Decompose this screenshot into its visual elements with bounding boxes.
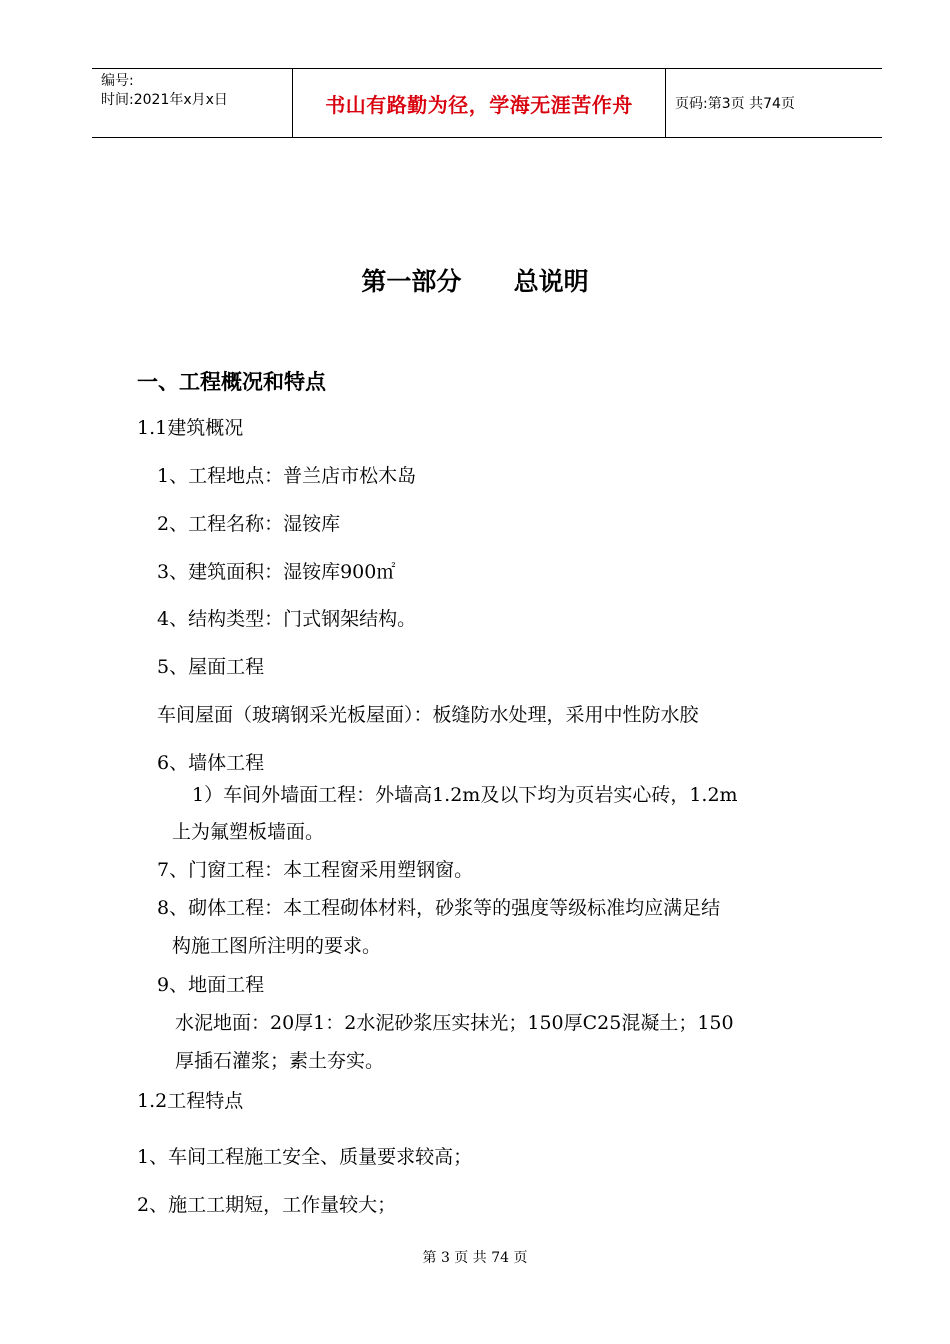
section-heading: 一、工程概况和特点 bbox=[137, 370, 326, 394]
page-footer: 第 3 页 共 74 页 bbox=[422, 1250, 528, 1266]
item-wall: 6、墙体工程 bbox=[157, 752, 265, 774]
item-floor-detail-2: 厚插石灌浆；素土夯实。 bbox=[175, 1050, 385, 1072]
page-header bbox=[92, 68, 882, 138]
item-masonry-2: 构施工图所注明的要求。 bbox=[172, 935, 382, 957]
feature-1: 1、车间工程施工安全、质量要求较高； bbox=[137, 1146, 473, 1168]
item-floor: 9、地面工程 bbox=[157, 974, 265, 996]
header-motto: 书山有路勤为径，学海无涯苦作舟 bbox=[325, 93, 633, 117]
time-label: 时间:2021年x月x日 bbox=[101, 92, 228, 108]
subsection-1-1: 1.1建筑概况 bbox=[137, 417, 244, 439]
item-structure: 4、结构类型：门式钢架结构。 bbox=[157, 608, 417, 630]
item-masonry-1: 8、砌体工程：本工程砌体材料，砂浆等的强度等级标准均应满足结 bbox=[157, 897, 721, 919]
header-page-cell bbox=[665, 69, 882, 137]
document-title: 第一部分 总说明 bbox=[361, 267, 589, 296]
item-name: 2、工程名称：湿铵库 bbox=[157, 513, 341, 535]
header-page-info: 页码:第3页 共74页 bbox=[675, 96, 795, 112]
item-wall-detail-1: 1）车间外墙面工程：外墙高1.2m及以下均为页岩实心砖，1.2m bbox=[192, 784, 738, 806]
subsection-1-2: 1.2工程特点 bbox=[137, 1090, 244, 1112]
item-roof: 5、屋面工程 bbox=[157, 656, 265, 678]
item-roof-detail: 车间屋面（玻璃钢采光板屋面）：板缝防水处理，采用中性防水胶 bbox=[157, 704, 699, 726]
item-floor-detail-1: 水泥地面：20厚1：2水泥砂浆压实抹光；150厚C25混凝土；150 bbox=[175, 1012, 734, 1034]
item-wall-detail-2: 上为氟塑板墙面。 bbox=[172, 821, 325, 843]
header-meta-cell bbox=[92, 69, 292, 137]
item-doors-windows: 7、门窗工程：本工程窗采用塑钢窗。 bbox=[157, 859, 474, 881]
header-motto-cell bbox=[292, 69, 666, 137]
item-location: 1、工程地点：普兰店市松木岛 bbox=[157, 465, 417, 487]
feature-2: 2、施工工期短，工作量较大； bbox=[137, 1194, 397, 1216]
number-label: 编号: bbox=[101, 73, 134, 89]
item-area: 3、建筑面积：湿铵库900㎡ bbox=[157, 561, 396, 583]
